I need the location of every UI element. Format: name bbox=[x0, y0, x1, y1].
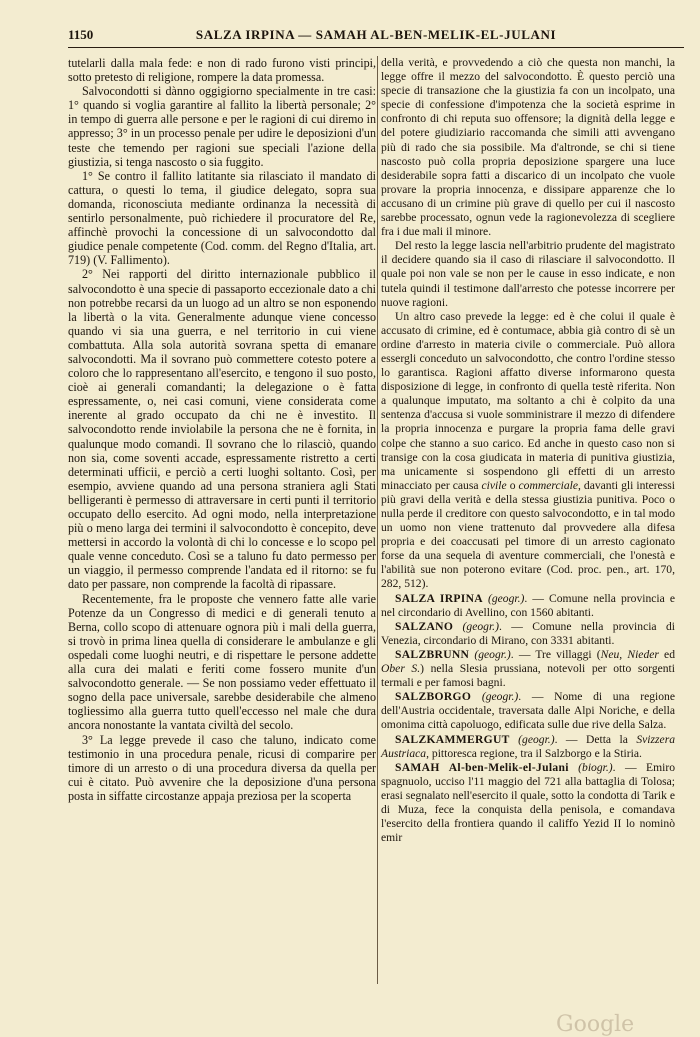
paragraph: della verità, e provvedendo a ciò che questa non manchi, la legge offre il mezzo del salvocondotto. È questo perciò una specie di transazione che la giustizia fa con un incolpato, una specie di confessione d'impotenza che la società esprime in confronto di chi reputa suo offensore; la dignità della legge e del potere giudiziario raccomanda che simili atti avvengano più di rado che sia possibile. Ma d'altronde, se chi si tiene nascosto può colla propria deposizione spargere una luce desiderabile sopra fatti a discarico di un incolpato che vuole provare la propria innocenza, e dissipare apparenze che lo accusano di un crimine più grave di quello per cui il nascosto sarebbe processato, ognun vede la ragionevolezza di scegliere fra i due mali il minore. bbox=[381, 56, 675, 239]
paragraph: 2° Nei rapporti del diritto internazionale pubblico il salvocondotto è una specie di passaporto eccezionale dato a chi non potrebbe recarsi da un luogo ad un altro se non esponendo la libertà o la vita. Generalmente adunque viene concesso quando vi sia una guerra, e nel territorio in cui viene combattuta. Alla sola autorità sovrana spetta di emanare salvocondotti. Ma il sovrano può commettere cotesto potere a coloro che lo rappresentano all'esercito, e tengono il suo posto, cioè ai generali comandanti; la delegazione o è fatta espressamente, o, nei casi comuni, viene considerata come inerente al grado occupato da chi ne è investito. Il salvocondotto rende inviolabile la persona che ne è fornita, in qualunque modo comandi. Il sovrano che lo rilasciò, quando non sia, come soventi accade, espressamente ristretto a certi determinati ufficii, e perciò a certi luoghi soltanto. Così, per esempio, avviene quando ad una persona straniera agli Stati belligeranti è permesso di attraversare in certi punti il territorio occupato dello esercito. Ad ogni modo, nella interpretazione più o meno larga dei termini il salvocondotto è concepito, deve mettersi in accordo la volontà di chi lo concesse e lo scopo pel quale venne conceduto. Così se a taluno fu dato permesso per un viaggio, il permesso comprende l'andata ed il ritorno: se fu dato per passare, non comprende la facoltà di ripassare. bbox=[68, 267, 376, 592]
paragraph: tutelarli dalla mala fede: e non di rado furono visti principi, sotto pretesto di religione, rompere la data promessa. bbox=[68, 56, 376, 85]
dictionary-entry-salzborgo bbox=[381, 690, 675, 732]
entry-text: . — Nome di una regione dell'Austria occidentale, traversata dalle Alpi Noriche, e della omonima città capoluogo, edificata sulle due rive della Salza. bbox=[381, 690, 675, 732]
dictionary-entry-salzbrunn bbox=[381, 648, 675, 690]
italic-term: civile bbox=[481, 478, 507, 492]
entry-headword: SALZBRUNN bbox=[395, 647, 470, 661]
page-number: 1150 bbox=[68, 27, 94, 42]
paragraph-text: , davanti gli interessi più gravi della verità e della stessa giustizia punitiva. Poco o nulla perde il creditore con questo salvocondotto, e in tal modo un uomo non viene trattenuto dal provvedere alla difesa propria e dei coaccusati pel timore di un arresto cagionato forse da una sequela di aventure commerciali, che l'onestà e l'abilità sue non poterono evitare (Cod. proc. pen., art. 170, 282, 512). bbox=[381, 478, 675, 591]
paragraph: 3° La legge prevede il caso che taluno, indicato come testimonio in una procedura penale, ricusi di comparire per timore di un arresto o di una procedura diversa da quella per cui è citato. Può avvenire che la deposizione d'una persona posta in siffatte circostanze appaja preziosa per la scoperta bbox=[68, 732, 376, 803]
paragraph-text: o bbox=[509, 478, 516, 492]
running-title: SALZA IRPINA — SAMAH AL-BEN-MELIK-EL-JULANI bbox=[195, 27, 557, 42]
paragraph: 1° Se contro il fallito latitante sia rilasciato il mandato di cattura, o questi lo tema, il giudice delegato, sopra sua domanda, riconosciuta mediante ordinanza la necessità di sentirlo personalmente, può richiedere il procuratore del Re, affinchè provochi la concessione di un salvocondotto dal giudice penale competente (Cod. comm. del Regno d'Italia, art. 719) (V. Fallimento). bbox=[68, 168, 376, 268]
column-divider bbox=[377, 56, 378, 984]
entry-headword: SALZANO bbox=[395, 619, 454, 633]
paragraph: Recentemente, fra le proposte che vennero fatte alle varie Potenze da un Congresso di medici e di generali tenuto a Berna, collo scopo di attenuare ognora più i mali della guerra, si trovò in prima linea quella di considerare le ambulanze e gli ospedali come luoghi neutri, e di rispettare le persone addette alla cura dei malati e feriti come fossero munite d'un salvocondotto generale. — Se non possiamo veder effettuato il sogno della pace universale, sarebbe desiderabile che almeno togliessimo alla guerra tutto quell'eccesso nel male che dura ancora nonostante la vantata civiltà del secolo. bbox=[68, 591, 376, 733]
entry-text: . — Tre villaggi ( bbox=[510, 647, 601, 661]
paragraph-text: Un altro caso prevede la legge: ed è che colui il quale è accusato di crimine, ed è contumace, abbia già contro di sè un ordine d'arresto in materia civile o commerciale. Può allora essergli conceduto un salvocondotto, che contro l'ordine stesso lo garantisca. Ragioni affatto diverse informarono questa disposizione di legge, in confronto di quella testè riferita. Non a qualunque imputato, ma soltanto a chi è colpito da una sentenza d'accusa si vuole somministrare il mezzo di difendere la propria innocenza e purgare la propria fama delle gravi colpe che stanno a suo carico. Ed anche in questo caso non si transige con la cosa giudicata in materia di punitiva giustizia, ma unicamente si sospendono gli effetti di un arresto minacciato per causa bbox=[381, 309, 675, 492]
entry-headword: SALZKAMMERGUT bbox=[395, 732, 510, 746]
entry-text: ) nella Slesia prussiana, notevoli per otto sorgenti termali e per famosi bagni. bbox=[381, 662, 676, 690]
entry-text: ed bbox=[658, 647, 675, 661]
left-column bbox=[68, 56, 376, 803]
italic-term: commerciale bbox=[518, 478, 578, 492]
dictionary-entry-salza-irpina bbox=[381, 592, 675, 620]
entry-tag: (geogr.) bbox=[481, 690, 519, 704]
entry-tag: (geogr.) bbox=[518, 732, 555, 746]
entry-headword: SALZBORGO bbox=[395, 690, 472, 704]
right-column bbox=[381, 56, 675, 845]
header-rule bbox=[68, 47, 684, 48]
entry-text: . — Emiro spagnuolo, ucciso l'11 maggio del 721 alla battaglia di Tolosa; erasi segnalato nell'esercito il quale, sotto la condotta di Tarik e di Muza, fece la conquista della penisola, e comandava l'esercito della frontiera quando il califfo Yezid II lo nominò emir bbox=[381, 760, 675, 845]
entry-headword: SALZA IRPINA bbox=[395, 591, 483, 605]
dictionary-entry-salzkammergut bbox=[381, 733, 675, 761]
paragraph bbox=[381, 310, 675, 592]
dictionary-entry-samah bbox=[381, 761, 675, 846]
entry-headword: SAMAH Al-ben-Melik-el-Julani bbox=[395, 760, 569, 774]
entry-tag: (biogr.) bbox=[578, 760, 613, 774]
google-watermark: Google bbox=[556, 1012, 635, 1037]
paragraph: Del resto la legge lascia nell'arbitrio prudente del magistrato il decidere quando sia il caso di rilasciare il salvocondotto. Il quale poi non vale se non per le cause in esso indicate, e non tutela quindi il testimone dall'arresto che potesse incorrere per nuove ragioni. bbox=[381, 239, 675, 309]
paragraph: Salvocondotti si dànno oggigiorno specialmente in tre casi: 1° quando si voglia garantire al fallito la libertà personale; 2° in tempo di guerra alle persone e per le ragioni di cui diremo in appresso; 3° in un processo penale per udire le deposizioni d'un teste che temendo per ragioni sue speciali l'azione della giustizia, si tenga nascosto o sia fuggito. bbox=[68, 84, 376, 169]
entry-text: , pittoresca regione, tra il Salzborgo e la Stiria. bbox=[426, 746, 642, 760]
entry-tag: (geogr.) bbox=[488, 591, 525, 605]
entry-text: . — Detta la bbox=[554, 732, 637, 746]
italic-term: Svizzera Austriaca bbox=[381, 732, 676, 760]
page-header bbox=[68, 27, 684, 45]
dictionary-entry-salzano bbox=[381, 620, 675, 648]
entry-tag: (geogr.) bbox=[462, 619, 499, 633]
entry-tag: (geogr.) bbox=[474, 647, 511, 661]
entry-text: . — Comune nella provincia di Venezia, circondario di Mirano, con 3331 abitanti. bbox=[381, 619, 675, 647]
entry-text: . — Comune nella provincia e nel circondario di Avellino, con 1560 abitanti. bbox=[381, 591, 675, 619]
italic-term: Neu, Nieder bbox=[600, 647, 659, 661]
italic-term: Ober S. bbox=[381, 662, 421, 676]
